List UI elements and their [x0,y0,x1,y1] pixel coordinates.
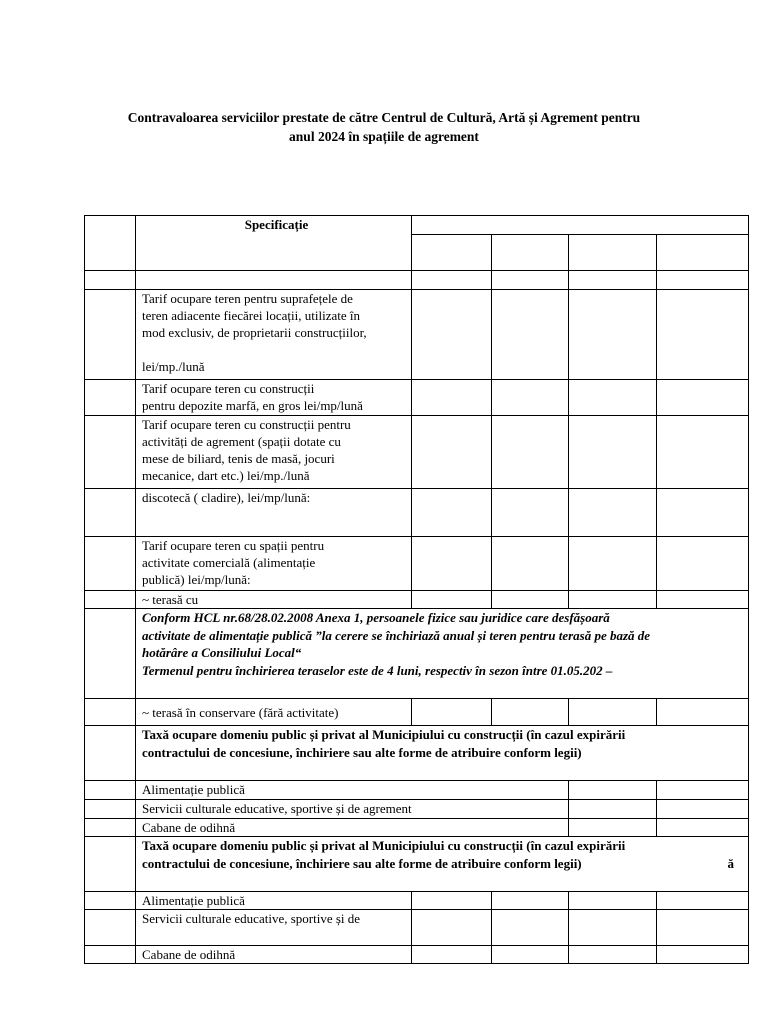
cell [569,910,657,946]
table-row [85,699,749,726]
s2-alimentatie: Alimentație publică [136,892,412,910]
cell [492,699,569,726]
cell [569,946,657,964]
row-terrace-conservation: ~ terasă în conservare (fără activitate) [136,699,412,726]
cell [657,271,749,290]
table-row [85,800,749,819]
text-line: Tarif ocupare teren cu construcții pentru [142,417,351,432]
cell [657,819,749,837]
cell [492,271,569,290]
cell [657,946,749,964]
cell [657,416,749,489]
cell [569,271,657,290]
table-row [85,537,749,591]
cell [412,591,492,609]
cell [85,416,136,489]
header-row [85,216,749,235]
cell [569,489,657,537]
table-row [85,271,749,290]
cell [85,537,136,591]
cell [412,537,492,591]
text-line: Tarif ocupare teren cu construcții [142,381,315,396]
row-disco: discotecă ( cladire), lei/mp/lună: [136,489,412,537]
cell [657,489,749,537]
row-adjacent-land [136,290,412,380]
tax-section-1 [136,726,749,781]
cell [85,290,136,380]
row-warehouse [136,380,412,416]
cell [85,946,136,964]
s2-cabane: Cabane de odihnă [136,946,412,964]
cell [492,591,569,609]
text-line: mese de biliard, tenis de masă, jocuri [142,451,335,466]
cell [657,290,749,380]
cell [85,216,136,271]
text-line: activitate comercială (alimentație [142,555,316,570]
table-row [85,591,749,609]
cell [412,380,492,416]
cell [657,892,749,910]
cell [136,271,412,290]
document-title [60,108,708,146]
cell [412,290,492,380]
cell [412,271,492,290]
cell [412,910,492,946]
cell [569,537,657,591]
tariff-table [84,215,749,964]
text-line: activități de agrement (spații dotate cu [142,434,341,449]
cell [492,489,569,537]
cell [412,416,492,489]
cell [85,781,136,800]
table-row [85,819,749,837]
s1-alimentatie: Alimentație publică [136,781,569,800]
text-line: hotărâre a Consiliului Local“ [142,645,302,660]
cell [569,416,657,489]
text-line: pentru depozite marfă, en gros lei/mp/lună [142,398,363,413]
cell [657,235,749,271]
title-line-1: Contravaloarea serviciilor prestate de către Centrul de Cultură, Artă și Agrement pentru [127,110,641,125]
header-specificatie: Specificație [136,216,412,271]
text-line: mod exclusiv, de proprietarii construcțiilor, [142,325,367,340]
cell [657,537,749,591]
table-row [85,837,749,892]
cell [85,380,136,416]
cell [569,235,657,271]
text-line: Taxă ocupare domeniu public și privat al Municipiului cu construcții (în cazul expirării [142,727,626,742]
table-row [85,290,749,380]
cell [85,609,136,699]
cell [85,819,136,837]
text-line: activitate de alimentație publică ”la cerere se închiriază anual și teren pentru terasă pe bază de [142,627,651,643]
cell [569,380,657,416]
hcl-note [136,609,749,699]
cell [412,946,492,964]
table-row [85,946,749,964]
cell [85,591,136,609]
table-row [85,726,749,781]
cell [569,819,657,837]
text-line: contractului de concesiune, închiriere sau alte forme de atribuire conform legii) [142,745,582,760]
cell [412,892,492,910]
title-line-2: anul 2024 în spațiile de agrement [289,129,479,144]
table-row [85,609,749,699]
cell [412,699,492,726]
text-line: Conform HCL nr.68/28.02.2008 Anexa 1, persoanele fizice sau juridice care desfășoară [142,610,610,625]
tax-section-2 [136,837,749,892]
cell [85,892,136,910]
cell [569,892,657,910]
text-line: Taxă ocupare domeniu public și privat al Municipiului cu construcții (în cazul expirării [142,838,626,853]
cell [412,489,492,537]
cell [492,910,569,946]
s2-servicii: Servicii culturale educative, sportive și de [136,910,412,946]
cell [412,235,492,271]
cell [412,216,749,235]
s1-servicii: Servicii culturale educative, sportive și de agrement [136,800,569,819]
cell [85,837,136,892]
cell [657,380,749,416]
text-line: contractului de concesiune, închiriere sau alte forme de atribuire conform legii) [142,856,582,871]
cell [492,290,569,380]
text-line: Termenul pentru închirierea teraselor este de 4 luni, respectiv în sezon între 01.05.202 – [142,662,613,678]
text-line: lei/mp./lună [142,359,205,374]
text-line: teren adiacente fiecărei locații, utilizate în [142,308,360,323]
cell [492,892,569,910]
cell [569,290,657,380]
cell [657,800,749,819]
cell [85,726,136,781]
cell [492,416,569,489]
table-row [85,781,749,800]
cell [492,380,569,416]
cell [85,699,136,726]
row-recreation [136,416,412,489]
cell [85,271,136,290]
row-commercial [136,537,412,591]
cell [85,489,136,537]
table-row [85,910,749,946]
trailing-char: ă [727,856,734,871]
text-line: publică) lei/mp/lună: [142,572,251,587]
s1-cabane: Cabane de odihnă [136,819,569,837]
cell [569,699,657,726]
cell [569,800,657,819]
table-row [85,892,749,910]
cell [657,699,749,726]
cell [657,781,749,800]
cell [492,537,569,591]
table-row [85,489,749,537]
cell [492,235,569,271]
text-line: Tarif ocupare teren pentru suprafețele de [142,291,353,306]
cell [492,946,569,964]
table-row [85,380,749,416]
text-line: Tarif ocupare teren cu spații pentru [142,538,325,553]
row-terrace: ~ terasă cu [136,591,412,609]
cell [657,591,749,609]
cell [657,910,749,946]
cell [85,910,136,946]
text-line: mecanice, dart etc.) lei/mp./lună [142,468,310,483]
cell [569,781,657,800]
table-row [85,416,749,489]
cell [569,591,657,609]
cell [85,800,136,819]
